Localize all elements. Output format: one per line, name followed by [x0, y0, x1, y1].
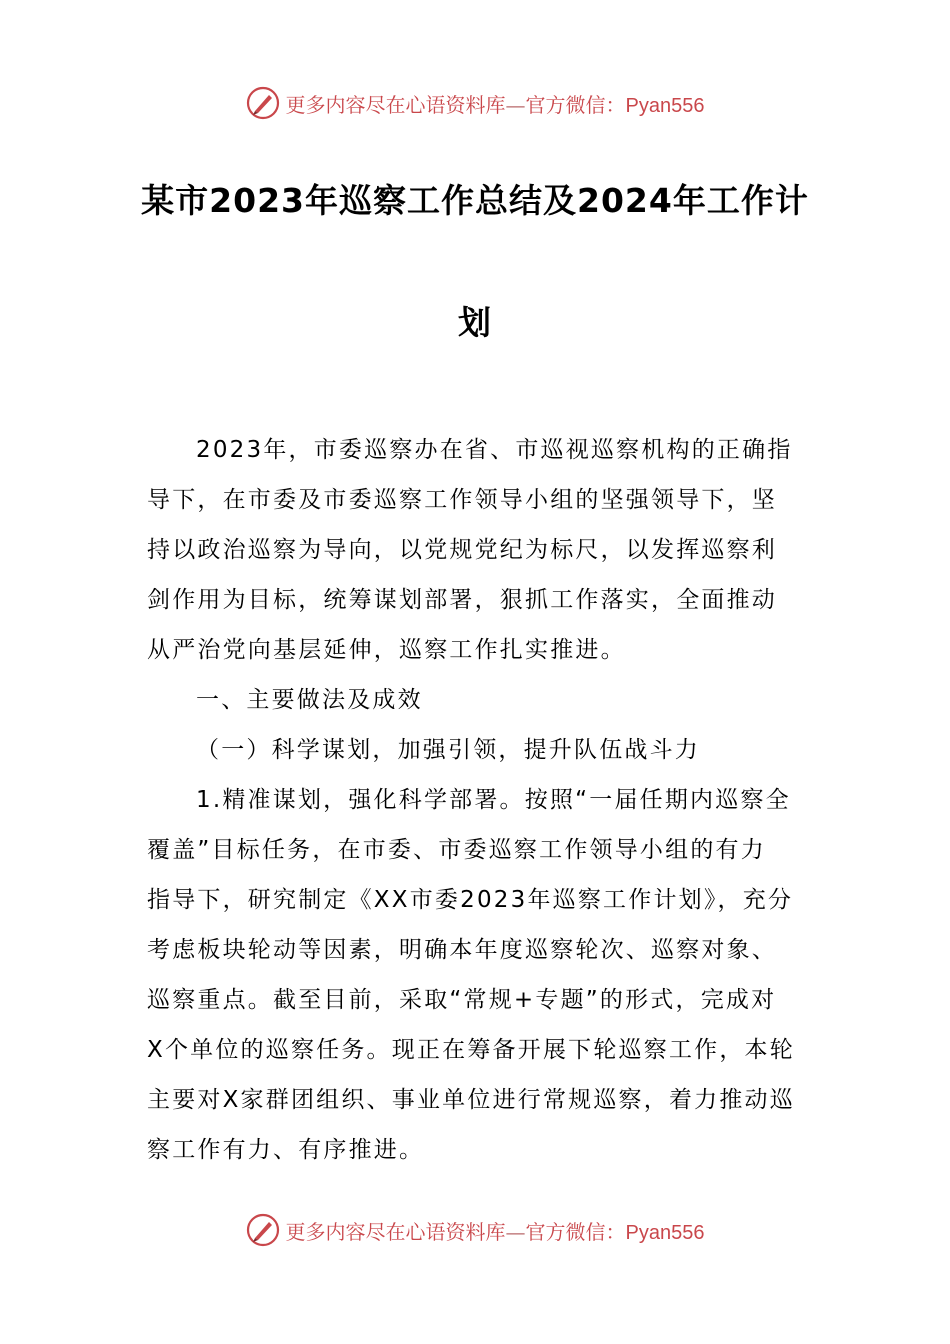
- watermark-main: 更多内容尽在心语资料库: [285, 1219, 506, 1244]
- paragraph-line: X个单位的巡察任务。现正在筹备开展下轮巡察工作，本轮: [147, 1037, 795, 1063]
- pen-logo-icon: [246, 1213, 280, 1247]
- paragraph-line: 从严治党向基层延伸，巡察工作扎实推进。: [147, 637, 626, 663]
- document-title-line-2: 划: [458, 303, 492, 342]
- watermark-text: [286, 89, 705, 118]
- document-title-line-1: 某市2023年巡察工作总结及2024年工作计: [141, 181, 809, 220]
- paragraph-line: 1.精准谋划，强化科学部署。按照“一届任期内巡察全: [196, 787, 791, 813]
- paragraph-line: 巡察重点。截至目前，采取“常规+专题”的形式，完成对: [147, 987, 777, 1013]
- watermark-wechat-label: 官方微信：: [525, 92, 626, 117]
- pen-logo-icon: [246, 86, 280, 120]
- watermark-dash: —: [505, 1219, 526, 1244]
- footer-watermark: [0, 1210, 950, 1250]
- watermark-wechat-id: Pyan556: [625, 94, 705, 117]
- subsection-heading: （一）科学谋划，加强引领，提升队伍战斗力: [196, 737, 700, 763]
- paragraph-line: 导下，在市委及市委巡察工作领导小组的坚强领导下，坚: [147, 487, 777, 513]
- watermark-wechat-label: 官方微信：: [525, 1219, 626, 1244]
- watermark-dash: —: [505, 92, 526, 117]
- watermark-text: [286, 1216, 705, 1245]
- header-watermark: [0, 83, 950, 123]
- paragraph-line: 主要对X家群团组织、事业单位进行常规巡察，着力推动巡: [147, 1087, 795, 1113]
- paragraph-line: 考虑板块轮动等因素，明确本年度巡察轮次、巡察对象、: [147, 937, 777, 963]
- paragraph-line: 察工作有力、有序推进。: [147, 1137, 425, 1163]
- paragraph-line: 指导下，研究制定《XX市委2023年巡察工作计划》，充分: [147, 887, 794, 913]
- paragraph-line: 持以政治巡察为导向，以党规党纪为标尺，以发挥巡察利: [147, 537, 777, 563]
- watermark-main: 更多内容尽在心语资料库: [285, 92, 506, 117]
- paragraph-line: 覆盖”目标任务，在市委、市委巡察工作领导小组的有力: [147, 837, 766, 863]
- section-heading: 一、主要做法及成效: [196, 687, 423, 713]
- watermark-wechat-id: Pyan556: [625, 1221, 705, 1244]
- paragraph-line: 2023年，市委巡察办在省、市巡视巡察机构的正确指: [196, 437, 793, 463]
- paragraph-line: 剑作用为目标，统筹谋划部署，狠抓工作落实，全面推动: [147, 587, 777, 613]
